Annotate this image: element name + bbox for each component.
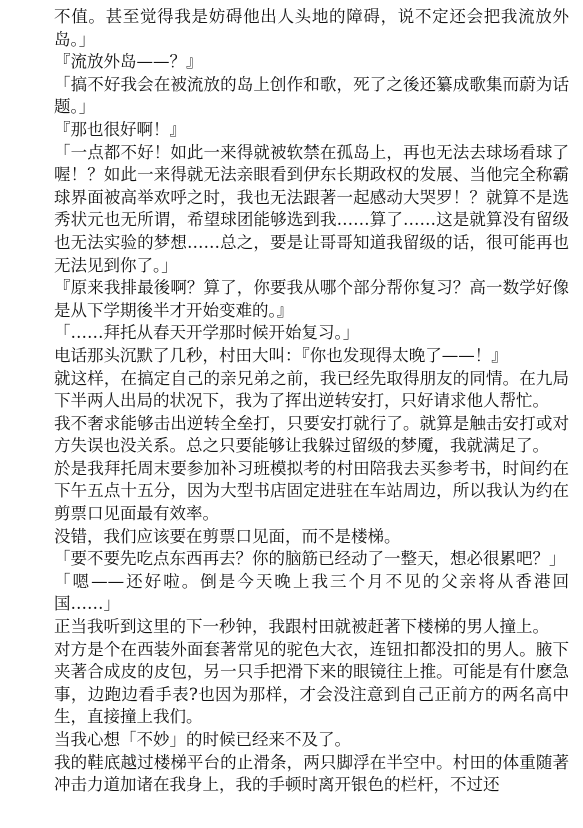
paragraph: 电话那头沉默了几秒，村田大叫：『你也发现得太晚了——！』	[54, 345, 508, 365]
paragraph: 我的鞋底越过楼梯平台的止滑条，两只脚浮在半空中。村田的体重随著冲击力道加诸在我身上，我的手顿时离开银色的栏杆，不过还	[54, 752, 569, 795]
paragraph: 正当我听到这里的下一秒钟，我跟村田就被赶著下楼梯的男人撞上。	[54, 617, 549, 637]
paragraph: 我不奢求能够击出逆转全垒打，只要安打就行了。就算是触击安打或对方失误也没关系。总之只要能够让我躲过留级的梦魇，我就满足了。	[54, 413, 569, 456]
paragraph: 没错，我们应该要在剪票口见面，而不是楼梯。	[54, 526, 401, 546]
paragraph: 不值。甚至觉得我是妨碍他出人头地的障碍，说不定还会把我流放外岛。」	[54, 7, 569, 49]
paragraph: 对方是个在西装外面套著常见的驼色大衣，连钮扣都没扣的男人。腋下夹著合成皮的皮包，另一只手把滑下来的眼镜往上推。可能是有什麽急事，边跑边看手表?也因为那样，才会没注意到自己正前方的两名高中生，直接撞上我们。	[54, 639, 569, 727]
paragraph: 当我心想「不妙」的时候已经来不及了。	[54, 730, 351, 749]
paragraph: 就这样，在搞定自己的亲兄弟之前，我已经先取得朋友的同情。在九局下半两人出局的状况下，我为了挥出逆转安打，只好请求他人帮忙。	[54, 368, 569, 411]
paragraph: 「嗯——还好啦。倒是今天晚上我三个月不见的父亲将从香港回国……」	[54, 571, 569, 614]
paragraph: 「……拜托从春天开学那时候开始复习。」	[54, 323, 360, 343]
paragraph: 「搞不好我会在被流放的岛上创作和歌，死了之後还纂成歌集而蔚为话题。」	[54, 74, 569, 117]
paragraph: 『那也很好啊！』	[54, 119, 186, 139]
paragraph: 「一点都不好！如此一来得就被软禁在孤岛上，再也无法去球场看球了喔！？如此一来得就无法亲眼看到伊东长期政权的发展、当他完全称霸球界面被高举欢呼之时，我也无法跟著一起感动大哭罗！？就算不是选秀状元也无所谓，希望球团能够选到我……算了……这是就算没有留级也无法实验的梦想……总之，要是让哥哥知道我留级的话，很可能再也无法见到你了。」	[54, 142, 569, 275]
paragraph: 「要不要先吃点东西再去？你的脑筋已经动了一整天，想必很累吧？」	[54, 549, 566, 569]
paragraph: 於是我拜托周末要参加补习班模拟考的村田陪我去买参考书，时间约在下午五点十五分，因为大型书店固定进驻在车站周边，所以我认为约在剪票口见面最有效率。	[54, 458, 569, 524]
paragraph: 『流放外岛——？』	[54, 52, 203, 72]
paragraph: 『原来我排最後啊？算了，你要我从哪个部分帮你复习？高一数学好像是从下学期後半才开始变难的。』	[54, 278, 569, 320]
